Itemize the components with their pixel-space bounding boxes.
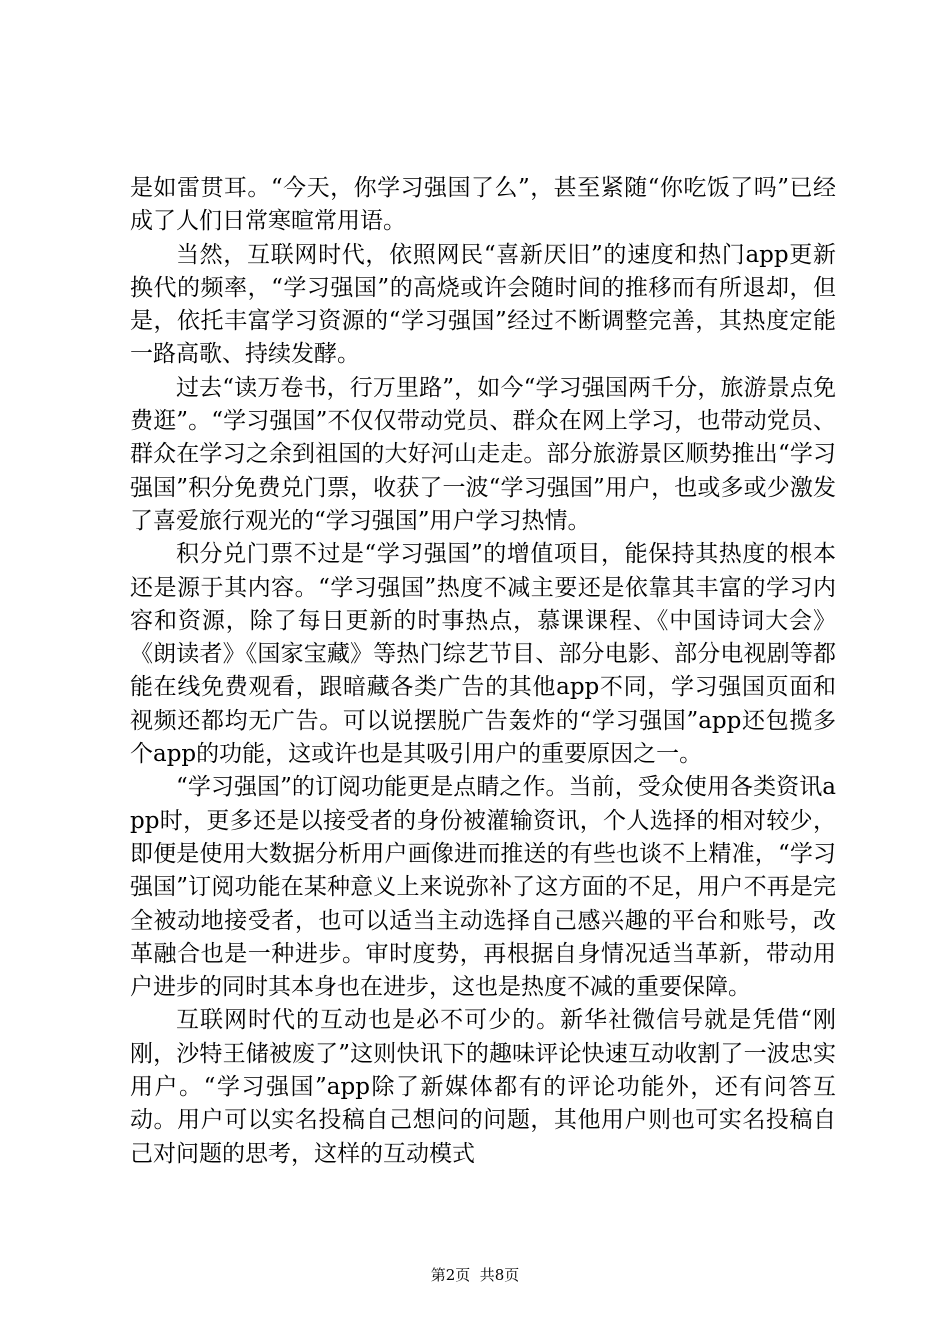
paragraph-4: 积分兑门票不过是“学习强国”的增值项目，能保持其热度的根本还是源于其内容。“学习强国”热度不减主要还是依靠其丰富的学习内容和资源，除了每日更新的时事热点，慕课课程、《中国诗词大会》《朗读者》《国家宝藏》等热门综艺节目、部分电影、部分电视剧等都能在线免费观看，跟暗藏各类广告的其他app不同，学习强国页面和视频还都均无广告。可以说摆脱广告轰炸的“学习强国”app还包揽多个app的功能，这或许也是其吸引用户的重要原因之一。	[130, 541, 836, 768]
paragraph-5: “学习强国”的订阅功能更是点睛之作。当前，受众使用各类资讯app时，更多还是以接受者的身份被灌输资讯，个人选择的相对较少，即便是使用大数据分析用户画像进而推送的有些也谈不上精准，“学习强国”订阅功能在某种意义上来说弥补了这方面的不足，用户不再是完全被动地接受者，也可以适当主动选择自己感兴趣的平台和账号，改革融合也是一种进步。审时度势，再根据自身情况适当革新，带动用户进步的同时其本身也在进步，这也是热度不减的重要保障。	[130, 774, 836, 1001]
page-number-footer: 第2页 共8页	[430, 1266, 520, 1284]
paragraph-6: 互联网时代的互动也是必不可少的。新华社微信号就是凭借“刚刚，沙特王储被废了”这则快讯下的趣味评论快速互动收割了一波忠实用户。“学习强国”app除了新媒体都有的评论功能外，还有问答互动。用户可以实名投稿自己想问的问题，其他用户则也可实名投稿自己对问题的思考，这样的互动模式	[130, 1007, 836, 1167]
paragraph-3: 过去“读万卷书，行万里路”，如今“学习强国两千分，旅游景点免费逛”。“学习强国”不仅仅带动党员、群众在网上学习，也带动党员、群众在学习之余到祖国的大好河山走走。部分旅游景区顺势推出“学习强国”积分免费兑门票，收获了一波“学习强国”用户，也或多或少激发了喜爱旅行观光的“学习强国”用户学习热情。	[130, 374, 836, 534]
body-text	[130, 172, 836, 1171]
paragraph-1: 是如雷贯耳。“今天，你学习强国了么”，甚至紧随“你吃饭了吗”已经成了人们日常寒暄常用语。	[130, 175, 836, 235]
paragraph-2: 当然，互联网时代，依照网民“喜新厌旧”的速度和热门app更新换代的频率，“学习强国”的高烧或许会随时间的推移而有所退却，但是，依托丰富学习资源的“学习强国”经过不断调整完善，其热度定能一路高歌、持续发酵。	[130, 241, 836, 368]
